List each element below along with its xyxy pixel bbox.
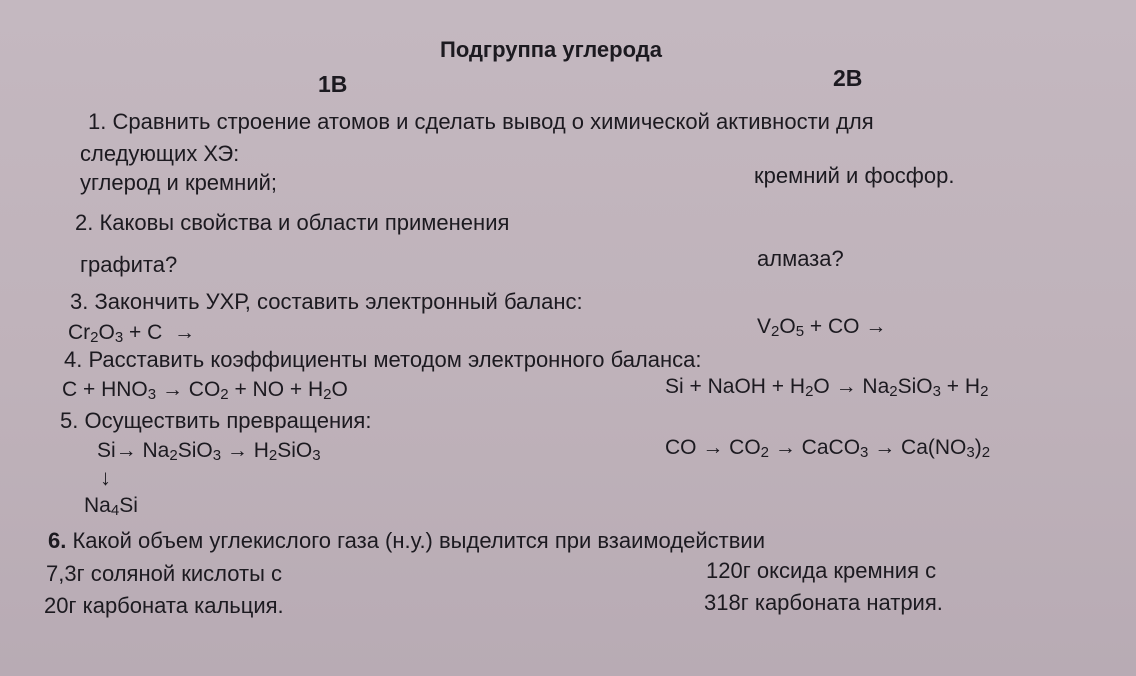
question-1-text-cont: следующих ХЭ: — [80, 141, 240, 166]
question-4-text: 4. Расставить коэффициенты методом электронного баланса: — [64, 347, 702, 372]
question-4-variant-2-equation: Si + NaOH + $H_2O \to Na_2SiO_3 + H_2$ — [665, 375, 989, 400]
question-5-text: 5. Осуществить превращения: — [60, 408, 372, 433]
question-1-text: 1. Сравнить строение атомов и сделать вывод о химической активности для — [88, 109, 874, 134]
question-5-down-arrow: ↓ — [100, 465, 111, 490]
question-2-variant-2: алмаза? — [757, 246, 844, 271]
question-6-variant-1-line-1: 7,3г соляной кислоты с — [46, 561, 283, 586]
question-5-variant-2-chain: CO → $CO_2$ → CaCO$_3$ → $Ca(NO_3)_2$ — [665, 436, 991, 461]
question-2-text: 2. Каковы свойства и области применения — [75, 210, 510, 235]
question-1-variant-2: кремний и фосфор. — [754, 163, 955, 188]
question-3-text: 3. Закончить УХР, составить электронный баланс: — [70, 289, 583, 314]
question-6-variant-2-line-1: 120г оксида кремния с — [706, 558, 937, 583]
question-6-variant-1-line-2: 20г карбоната кальция. — [44, 593, 284, 618]
variant-2-heading: 2В — [833, 65, 863, 91]
variant-1-heading: 1В — [318, 71, 348, 97]
question-5-variant-1-branch: $Na_4Si$ — [84, 494, 138, 519]
page-title: Подгруппа углерода — [440, 37, 662, 62]
question-1-variant-1: углерод и кремний; — [80, 170, 278, 195]
question-6-variant-2-line-2: 318г карбоната натрия. — [704, 590, 943, 615]
question-4-variant-1-equation: $C + HNO_3 \to CO_2$ + NO + $H_2O$ — [62, 378, 348, 403]
question-3-variant-1-equation: $Cr_2O_3 + C$ → — [68, 321, 195, 346]
question-2-variant-1: графита? — [80, 252, 178, 277]
question-3-variant-2-equation: $V_2O_5$ + CO → — [757, 315, 887, 340]
question-6-text: 6. Какой объем углекислого газа (н.у.) выделится при взаимодействии — [48, 528, 765, 553]
question-5-variant-1-chain: $Si\to Na_2SiO_3 \to H_2SiO_3$ — [97, 439, 321, 464]
